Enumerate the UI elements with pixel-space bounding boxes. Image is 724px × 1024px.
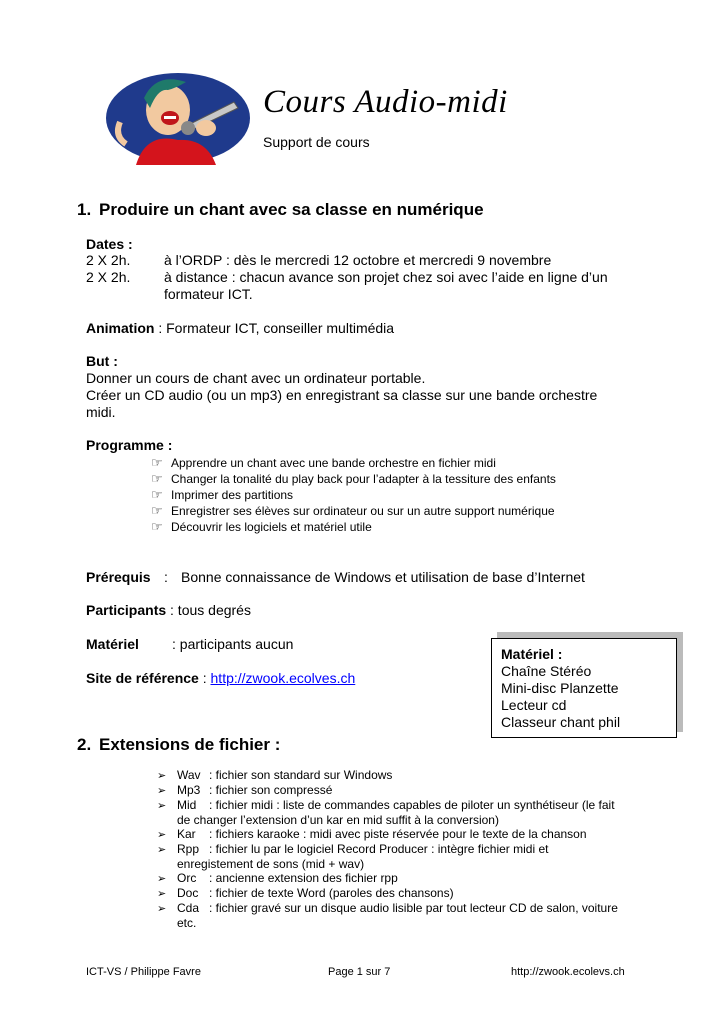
singer-logo-image	[106, 70, 256, 165]
extension-item	[157, 768, 618, 783]
extension-desc: : fichier de texte Word (paroles des chansons)	[209, 886, 454, 900]
programme-item	[151, 503, 555, 519]
arrow-bullet-icon: ➢	[157, 829, 167, 841]
arrow-bullet-icon: ➢	[157, 903, 167, 915]
pointing-hand-icon: ☞	[151, 519, 163, 534]
prerequis-separator: :	[164, 569, 168, 585]
section-1-heading	[77, 200, 484, 220]
arrow-bullet-icon: ➢	[157, 785, 167, 797]
extension-name: Wav	[177, 768, 201, 782]
programme-item-text: Changer la tonalité du play back pour l’adapter à la tessiture des enfants	[171, 472, 556, 486]
extension-desc: : fichier gravé sur un disque audio lisible par tout lecteur CD de salon, voiture	[209, 901, 618, 915]
but-line: Créer un CD audio (ou un mp3) en enregistrant sa classe sur une bande orchestre	[86, 387, 598, 403]
extension-item	[157, 842, 618, 857]
arrow-bullet-icon: ➢	[157, 770, 167, 782]
site-label: Site de référence	[86, 670, 199, 686]
prerequis-value: Bonne connaissance de Windows et utilisation de base d’Internet	[181, 569, 585, 585]
extension-desc-continued: de changer l’extension d’un kar en mid suffit à la conversion)	[177, 813, 499, 827]
programme-item-text: Enregistrer ses élèves sur ordinateur ou sur un autre support numérique	[171, 504, 555, 518]
arrow-bullet-icon: ➢	[157, 800, 167, 812]
programme-item-text: Découvrir les logiciels et matériel utile	[171, 520, 372, 534]
extensions-list	[157, 768, 618, 930]
participants-value: : tous degrés	[166, 602, 251, 618]
pointing-hand-icon: ☞	[151, 455, 163, 470]
programme-item	[151, 519, 372, 535]
date-duration: 2 X 2h.	[86, 252, 131, 268]
extension-desc: : fichier son compressé	[209, 783, 333, 797]
materiel-box-item: Chaîne Stéréo	[501, 663, 592, 679]
document-title: Cours Audio-midi	[263, 84, 508, 120]
arrow-bullet-icon: ➢	[157, 844, 167, 856]
arrow-bullet-icon: ➢	[157, 888, 167, 900]
dates-label: Dates :	[86, 236, 133, 252]
date-text: à l’ORDP : dès le mercredi 12 octobre et mercredi 9 novembre	[164, 252, 552, 268]
materiel-box-title: Matériel :	[501, 646, 563, 662]
materiel-box-item: Lecteur cd	[501, 697, 567, 713]
extension-desc: : fichiers karaoke : midi avec piste réservée pour le texte de la chanson	[209, 827, 587, 841]
date-text-continued: formateur ICT.	[164, 286, 253, 302]
date-text: à distance : chacun avance son projet chez soi avec l’aide en ligne d’un	[164, 269, 608, 285]
section-number: 2.	[77, 735, 92, 754]
extension-name: Mid	[177, 798, 197, 812]
materiel-box-item: Classeur chant phil	[501, 714, 621, 730]
programme-label: Programme :	[86, 437, 173, 453]
extension-name: Doc	[177, 886, 199, 900]
section-title: Extensions de fichier :	[99, 735, 281, 754]
footer-author: ICT-VS / Philippe Favre	[86, 966, 201, 978]
extension-item	[157, 871, 618, 886]
extension-name: Rpp	[177, 842, 200, 856]
extension-item	[157, 798, 618, 813]
extension-desc-continued: enregistement de sons (mid + wav)	[177, 857, 365, 871]
but-label: But :	[86, 353, 118, 369]
extension-item	[157, 783, 618, 798]
materiel-value: : participants aucun	[172, 636, 294, 652]
site-link[interactable]: http://zwook.ecolves.ch	[210, 670, 356, 686]
extension-name: Kar	[177, 827, 196, 841]
extension-item	[157, 886, 618, 901]
programme-item-text: Apprendre un chant avec une bande orchestre en fichier midi	[171, 456, 496, 470]
participants-line	[86, 602, 251, 619]
programme-item	[151, 487, 293, 503]
extension-desc-continued: etc.	[177, 916, 197, 930]
animation-value: : Formateur ICT, conseiller multimédia	[154, 320, 395, 336]
date-duration: 2 X 2h.	[86, 269, 131, 285]
animation-label: Animation	[86, 320, 155, 336]
extension-item	[157, 827, 618, 842]
pointing-hand-icon: ☞	[151, 487, 163, 502]
section-title: Produire un chant avec sa classe en numérique	[99, 200, 484, 219]
section-number: 1.	[77, 200, 92, 219]
extension-desc: : ancienne extension des fichier rpp	[209, 871, 398, 885]
footer-url: http://zwook.ecolevs.ch	[511, 966, 625, 978]
but-line: Donner un cours de chant avec un ordinateur portable.	[86, 370, 426, 386]
extension-desc: : fichier son standard sur Windows	[209, 768, 393, 782]
programme-item	[151, 471, 556, 487]
arrow-bullet-icon: ➢	[157, 873, 167, 885]
materiel-label: Matériel	[86, 636, 139, 652]
site-separator: :	[198, 670, 211, 686]
pointing-hand-icon: ☞	[151, 471, 163, 486]
programme-item	[151, 455, 496, 471]
site-line	[86, 670, 355, 687]
prerequis-label: Prérequis	[86, 569, 151, 585]
materiel-box-item: Mini-disc Planzette	[501, 680, 619, 696]
extension-desc: : fichier midi : liste de commandes capables de piloter un synthétiseur (le fait	[209, 798, 615, 812]
extension-desc: : fichier lu par le logiciel Record Producer : intègre fichier midi et	[209, 842, 549, 856]
programme-item-text: Imprimer des partitions	[171, 488, 294, 502]
but-line: midi.	[86, 404, 116, 420]
participants-label: Participants	[86, 602, 167, 618]
extension-name: Mp3	[177, 783, 201, 797]
extension-name: Orc	[177, 871, 197, 885]
section-2-heading	[77, 735, 280, 755]
extension-name: Cda	[177, 901, 200, 915]
extension-item	[157, 901, 618, 916]
materiel-box	[491, 638, 677, 738]
footer-page-number: Page 1 sur 7	[328, 966, 391, 978]
pointing-hand-icon: ☞	[151, 503, 163, 518]
animation-line	[86, 320, 394, 337]
document-subtitle: Support de cours	[263, 134, 370, 150]
